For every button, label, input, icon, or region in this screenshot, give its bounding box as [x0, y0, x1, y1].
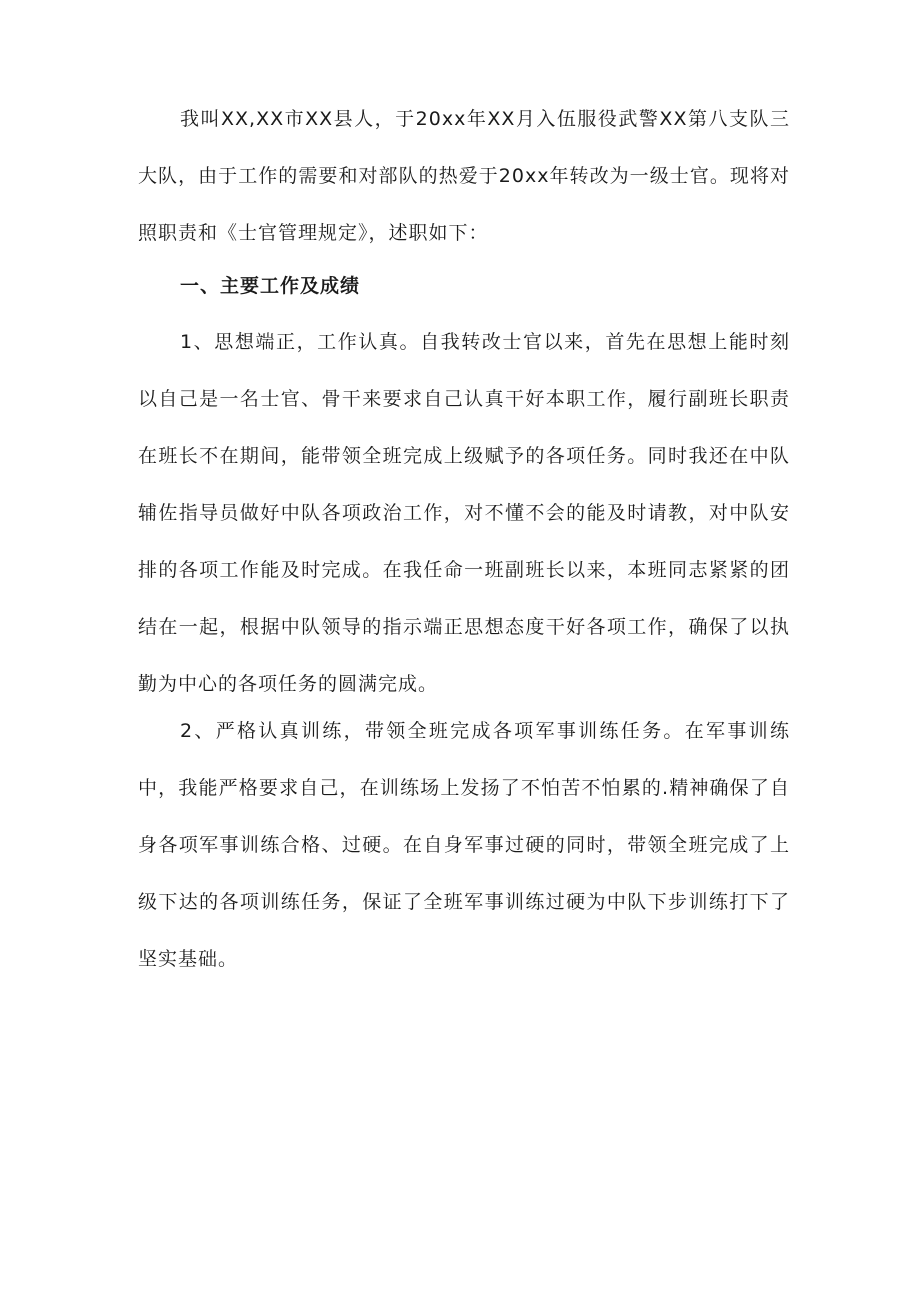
item-1-paragraph: 1、思想端正，工作认真。自我转改士官以来，首先在思想上能时刻以自己是一名士官、骨干来要求自己认真干好本职工作，履行副班长职责在班长不在期间，能带领全班完成上级赋予的各项任务。同时我还在中队辅佐指导员做好中队各项政治工作，对不懂不会的能及时请教，对中队安排的各项工作能及时完成。在我任命一班副班长以来，本班同志紧紧的团结在一起，根据中队领导的指示端正思想态度干好各项工作，确保了以执勤为中心的各项任务的圆满完成。	[138, 331, 790, 695]
section-heading: 一、主要工作及成绩	[180, 275, 361, 297]
item-2-paragraph: 2、严格认真训练，带领全班完成各项军事训练任务。在军事训练中，我能严格要求自己，在训练场上发扬了不怕苦不怕累的.精神确保了自身各项军事训练合格、过硬。在自身军事过硬的同时，带领全班完成了上级下达的各项训练任务，保证了全班军事训练过硬为中队下步训练打下了坚实基础。	[138, 720, 790, 970]
intro-paragraph: 我叫XX,XX市XX县人，于20xx年XX月入伍服役武警XX第八支队三大队，由于工作的需要和对部队的热爱于20xx年转改为一级士官。现将对照职责和《士官管理规定》，述职如下：	[138, 108, 790, 244]
